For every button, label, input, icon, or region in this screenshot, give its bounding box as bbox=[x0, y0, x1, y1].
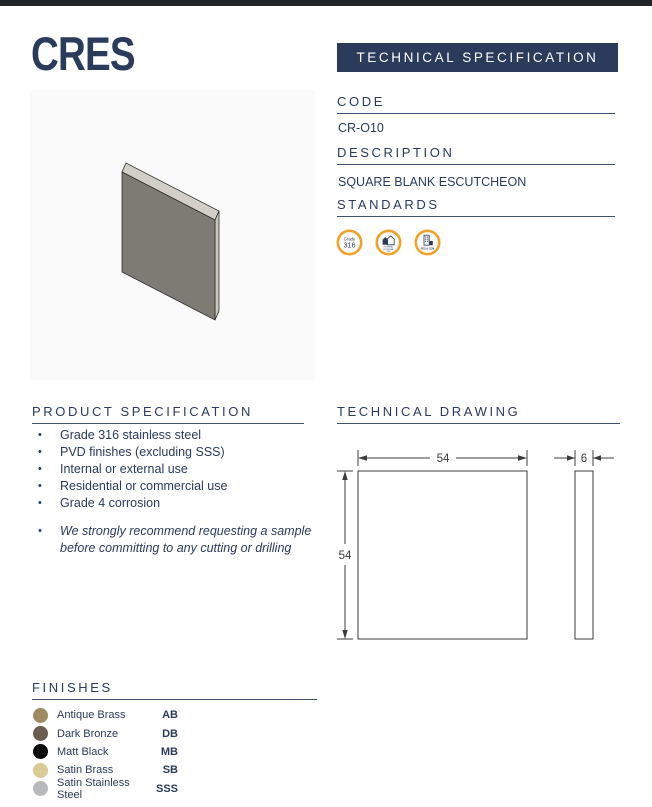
bullet-icon: • bbox=[38, 463, 42, 475]
finishes-list bbox=[33, 706, 178, 801]
finishes-section-header: FINISHES bbox=[32, 680, 317, 700]
dim-thickness-label: 6 bbox=[580, 453, 588, 465]
svg-text:RES & COM: RES & COM bbox=[420, 247, 435, 251]
dim-width-label: 54 bbox=[436, 453, 450, 465]
standards-badges bbox=[336, 229, 441, 256]
finish-row: Satin Stainless Steel SSS bbox=[33, 780, 178, 798]
bullet-icon: • bbox=[38, 525, 42, 537]
spec-bullet: • Residential or commercial use bbox=[38, 479, 228, 493]
spec-bullet: • PVD finishes (excluding SSS) bbox=[38, 445, 225, 459]
finish-row: Dark Bronze DB bbox=[33, 724, 178, 742]
bullet-icon: • bbox=[38, 497, 42, 509]
product-image bbox=[30, 90, 315, 380]
page-title: TECHNICAL SPECIFICATION bbox=[337, 43, 618, 72]
svg-text:INTERNAL: INTERNAL bbox=[383, 246, 394, 249]
product-spec-list bbox=[32, 427, 320, 557]
finish-row: Antique Brass AB bbox=[33, 706, 178, 724]
svg-text:USE: USE bbox=[386, 251, 391, 253]
bullet-icon: • bbox=[38, 429, 42, 441]
finish-row: Matt Black MB bbox=[33, 743, 178, 761]
finish-row: Satin Brass SB bbox=[33, 761, 178, 779]
bullet-icon: • bbox=[38, 446, 42, 458]
svg-text:EXTERNAL: EXTERNAL bbox=[383, 248, 394, 251]
internal-external-use-badge-icon bbox=[375, 229, 402, 256]
product-description: SQUARE BLANK ESCUTCHEON bbox=[338, 175, 527, 189]
svg-text:Grade: Grade bbox=[343, 236, 356, 242]
product-spec-section-header: PRODUCT SPECIFICATION bbox=[32, 404, 304, 424]
finish-swatch-satin-brass bbox=[33, 763, 48, 778]
side-view-outline bbox=[575, 471, 593, 639]
technical-drawing-section-header: TECHNICAL DRAWING bbox=[337, 404, 620, 424]
top-accent-bar bbox=[0, 0, 652, 6]
description-section-header: DESCRIPTION bbox=[337, 145, 615, 165]
bullet-icon: • bbox=[38, 480, 42, 492]
svg-text:316: 316 bbox=[343, 240, 356, 250]
product-code: CR-O10 bbox=[338, 121, 384, 135]
brand-logo: CRES bbox=[31, 27, 135, 80]
dim-height-label: 54 bbox=[338, 550, 352, 562]
finish-swatch-dark-bronze bbox=[33, 726, 48, 741]
spec-note: • We strongly recommend requesting a sample before committing to any cutting or drilling bbox=[38, 524, 312, 555]
standards-section-header: STANDARDS bbox=[337, 197, 615, 217]
res-com-badge-icon bbox=[414, 229, 441, 256]
finish-swatch-matt-black bbox=[33, 744, 48, 759]
finish-swatch-satin-stainless-steel bbox=[33, 781, 48, 796]
spec-bullet: • Grade 316 stainless steel bbox=[38, 428, 202, 442]
code-section-header: CODE bbox=[337, 94, 615, 114]
grade-316-badge-icon bbox=[336, 229, 363, 256]
spec-bullet: • Grade 4 corrosion bbox=[38, 496, 161, 510]
front-view-outline bbox=[358, 471, 527, 639]
spec-bullet: • Internal or external use bbox=[38, 462, 188, 476]
escutcheon-render-icon bbox=[30, 90, 315, 380]
finish-swatch-antique-brass bbox=[33, 708, 48, 723]
technical-drawing bbox=[330, 428, 652, 663]
